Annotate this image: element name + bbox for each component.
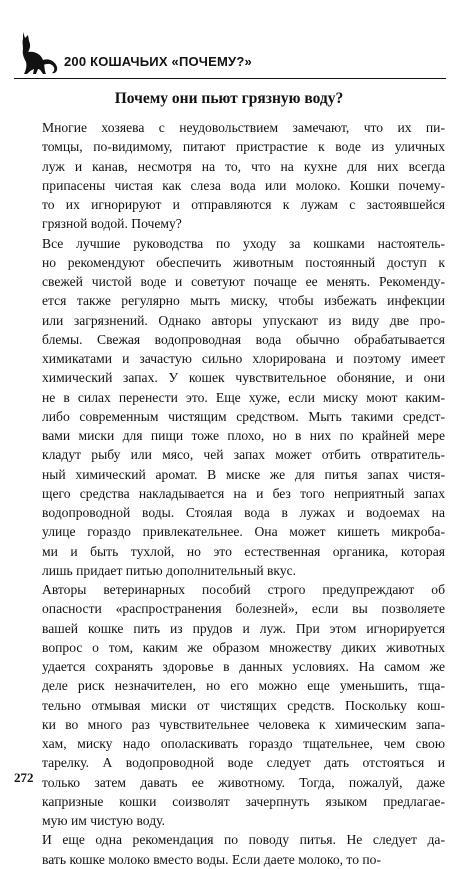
running-head: 200 КОШАЧЬИХ «ПОЧЕМУ?»	[64, 54, 252, 69]
text-line: ми и быть тухлой, но это естественная органика, которая	[42, 543, 445, 559]
text-line: грязной водой. Почему?	[42, 216, 182, 232]
text-line: тельно отмывая миски от чистящих средств. Поскольку кош-	[42, 697, 445, 713]
paragraph	[20, 234, 445, 581]
text-line: луж и канав, несмотря на то, что на кухне для них всегда	[42, 158, 445, 174]
text-line: капризные кошки соизволят зачерпнуть языком предлагае-	[42, 793, 445, 809]
text-line: только затем давать ее животному. Тогда, пожалуй, даже	[42, 774, 445, 790]
text-line: свежей чистой воде и советуют почаще ее менять. Рекоменду-	[42, 274, 445, 289]
text-line: ется также регулярно мыть миску, чтобы избежать инфекции	[42, 293, 445, 309]
text-line: Авторы ветеринарных пособий строго предупреждают об	[42, 582, 445, 597]
text-line: ный химический аромат. В миске же для питья запах чистя-	[42, 466, 445, 482]
text-line: кладут рыбу или мясо, чей запах может отбить отвратитель-	[42, 447, 445, 463]
text-line: лишь придает питью дополнительный вкус.	[42, 562, 297, 578]
text-line: химикатами и зачастую сильно хлорирована и поэтому имеет	[42, 351, 445, 366]
text-line: ки во много раз чувствительнее человека к химическим запа-	[42, 716, 445, 732]
cat-silhouette-icon	[14, 28, 60, 78]
text-line: либо современным чистящим средством. Мыть такими средст-	[42, 408, 445, 424]
text-line: блемы. Свежая водопроводная вода обычно обрабатывается	[42, 331, 445, 347]
text-line: улице гораздо привлекательнее. Она может кишеть микроба-	[42, 524, 445, 540]
text-line: вами миски для пищи тоже плохо, но в них по крайней мере	[42, 428, 445, 443]
text-line: Многие хозяева с неудовольствием замечают, что их пи-	[42, 120, 445, 135]
text-line: припасены чистая как слеза вода или молоко. Кошки почему-	[42, 177, 445, 193]
text-line: или загрязнений. Однако авторы упускают из виду две про-	[42, 312, 445, 328]
text-line: хам, миску надо ополаскивать гораздо тщательнее, чем свою	[42, 736, 445, 751]
header-rule	[14, 78, 446, 79]
text-line: водопроводной воды. Стоялая вода в лужах и водоемах на	[42, 505, 445, 520]
text-line: опасности «распространения болезней», если вы позволяете	[42, 601, 445, 617]
paragraph	[20, 118, 445, 234]
text-line: деле риск незначителен, но его можно еще уменьшить, тща-	[42, 678, 445, 694]
text-line: не в силах перенести это. Еще хуже, если миску моют каким-	[42, 389, 445, 405]
page-number: 272	[14, 770, 34, 785]
text-line: тарелку. А водопроводной воде следует дать отстояться и	[42, 755, 445, 771]
text-line: то их игнорируют и отправляются к лужам с застоявшейся	[42, 197, 445, 212]
section-title: Почему они пьют грязную воду?	[114, 90, 344, 107]
text-line: удается сохранять здоровье в данных условиях. На самом же	[42, 659, 445, 674]
text-line: химический запах. У кошек чувствительное обоняние, и они	[42, 370, 445, 386]
text-line: но рекомендуют обеспечить животным постоянный доступ к	[42, 254, 445, 270]
paragraph	[20, 830, 445, 869]
text-line: вашей кошке пить из прудов и луж. При этом игнорируется	[42, 620, 445, 636]
text-line: томцы, по-видимому, питают пристрастие к воде из уличных	[42, 139, 445, 155]
text-line: вопрос о том, каким же образом множеству диких животных	[42, 639, 445, 655]
body-text	[20, 118, 445, 869]
text-line: вать кошке молоко вместо воды. Если даете молоко, то по-	[42, 851, 381, 867]
paragraph	[20, 580, 445, 830]
text-line: Все лучшие руководства по уходу за кошками настоятель-	[42, 235, 445, 251]
text-line: щего средства накладывается на и без того неприятный запах	[42, 485, 445, 501]
text-line: И еще одна рекомендация по поводу питья. Не следует да-	[42, 832, 445, 848]
page-header	[14, 28, 446, 78]
text-line: мую им чистую воду.	[42, 813, 165, 828]
